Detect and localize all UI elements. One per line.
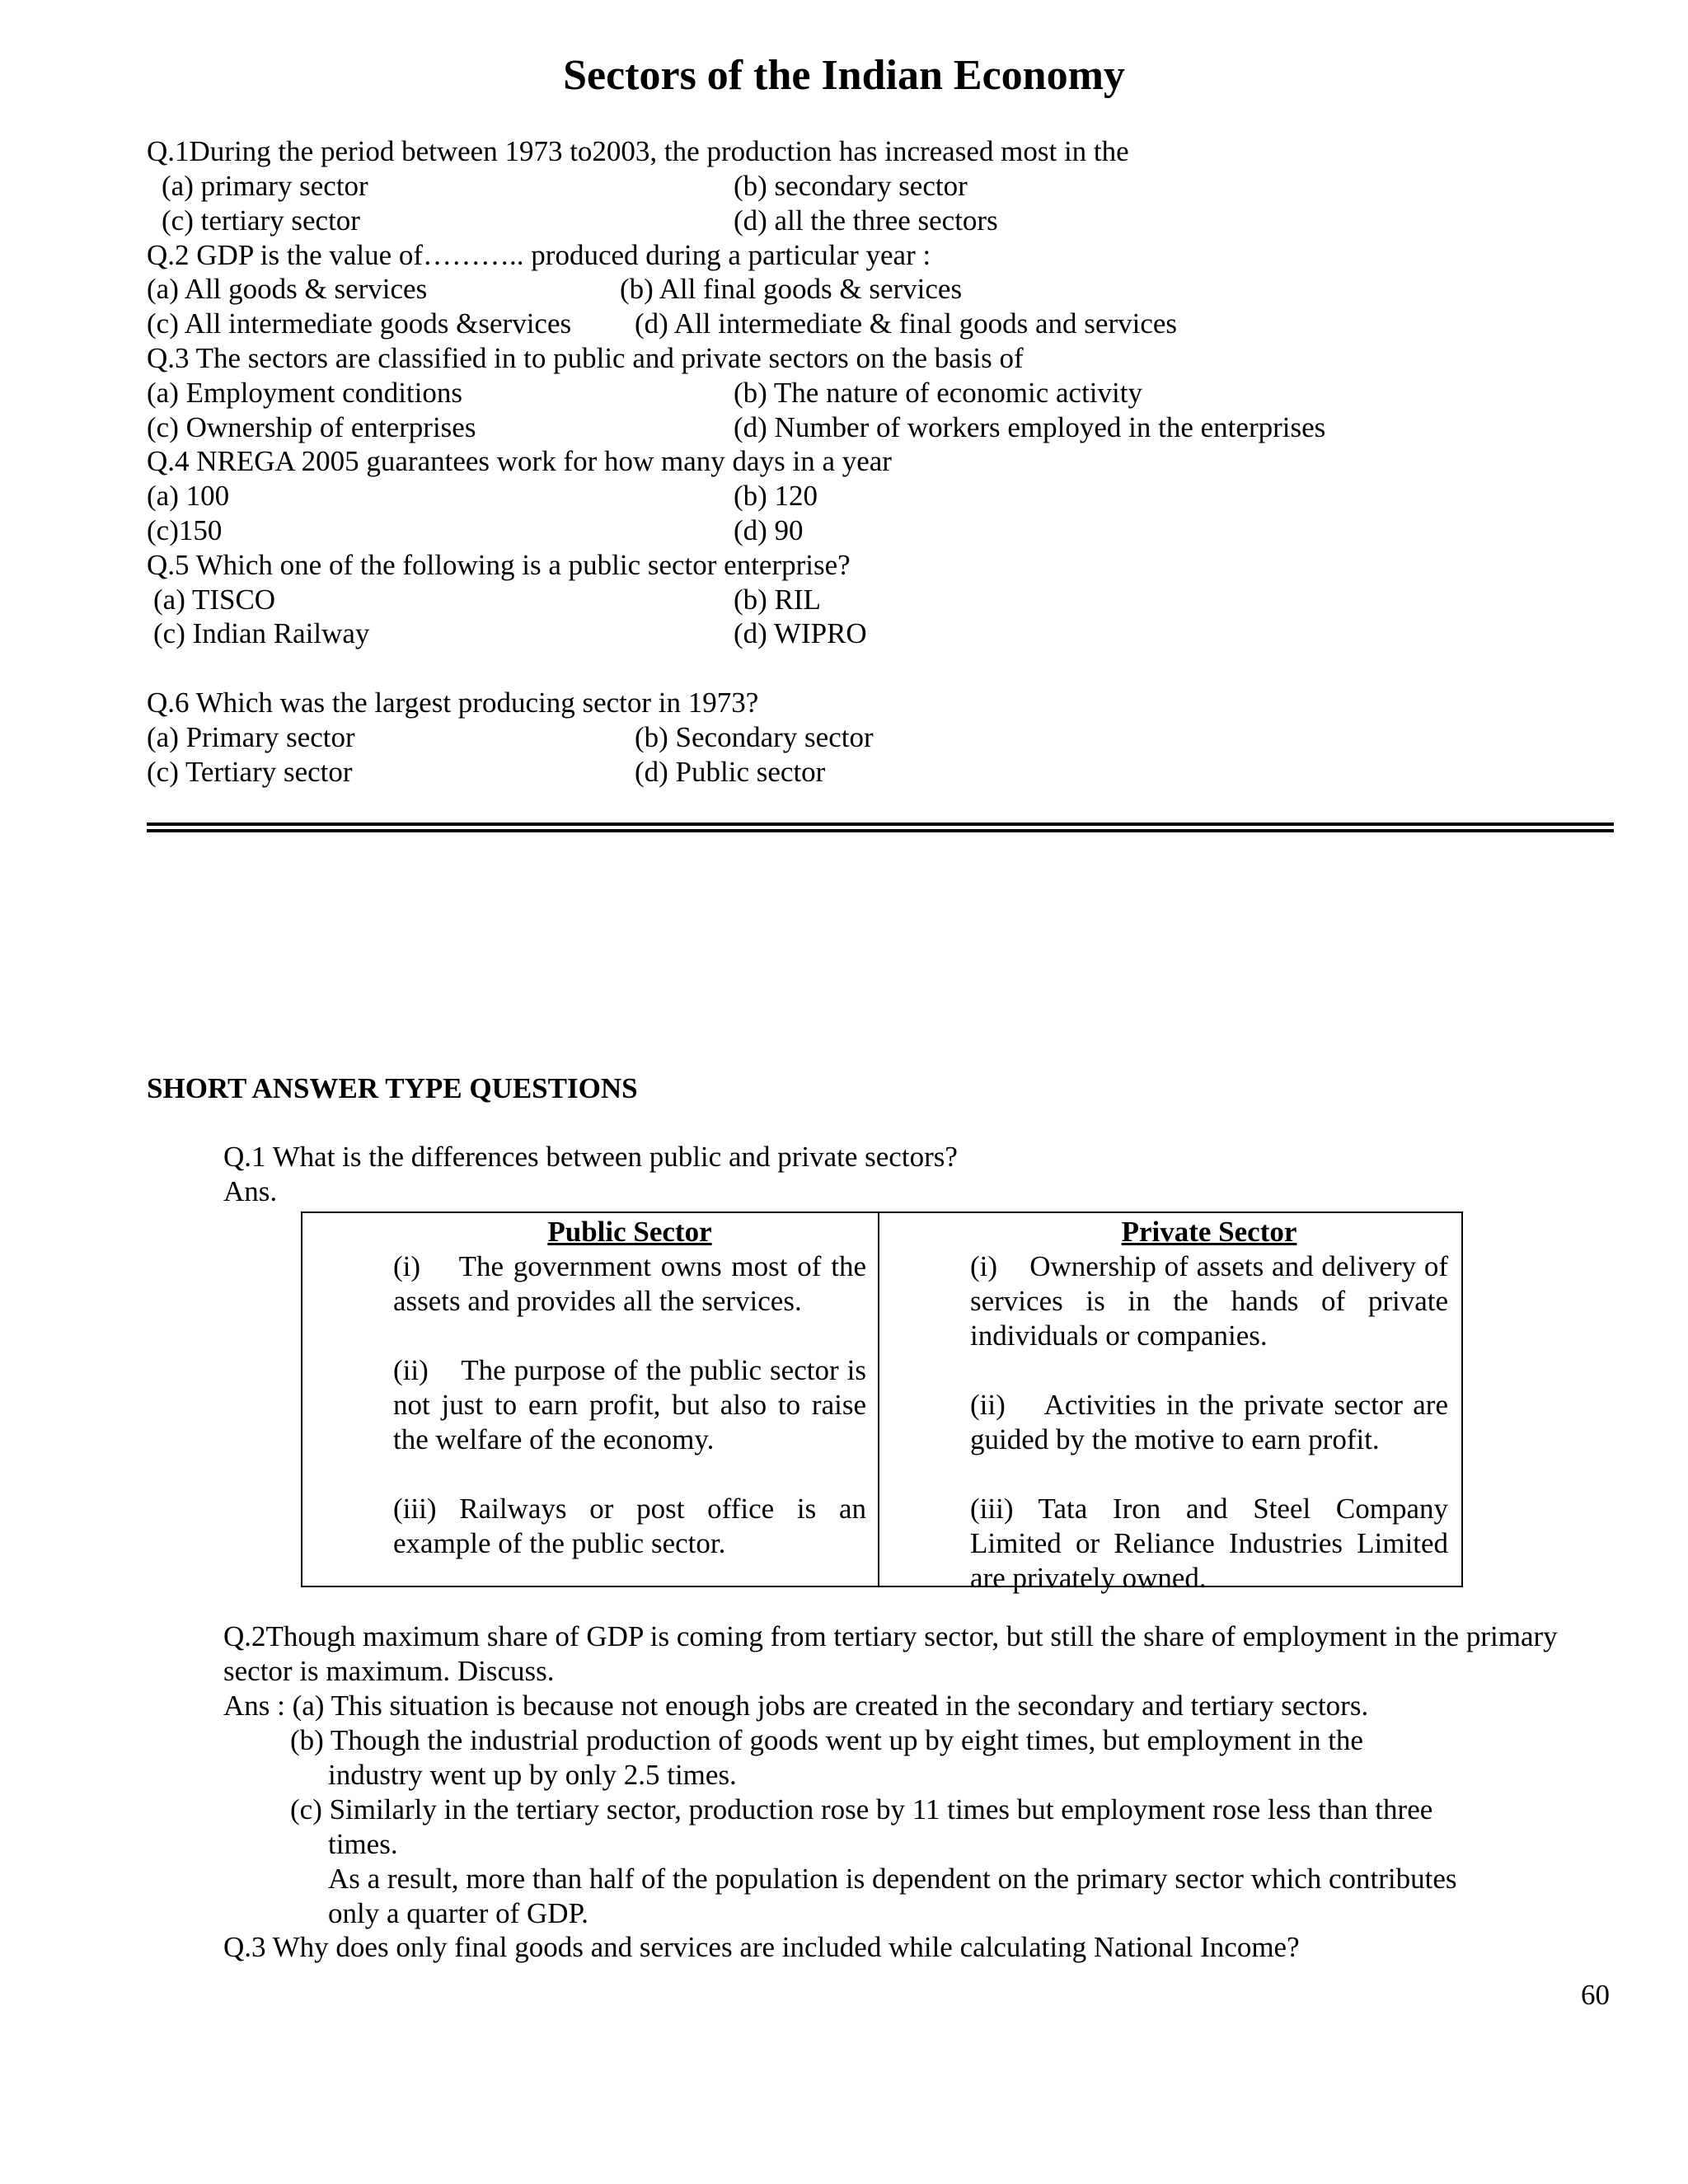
q4-option-b: (b) 120 xyxy=(734,480,818,512)
q6-option-c: (c) Tertiary sector xyxy=(147,756,353,788)
q1-option-b: (b) secondary sector xyxy=(734,170,968,202)
q3-option-d: (d) Number of workers employed in the enterprises xyxy=(734,411,1326,443)
q5-option-c: (c) Indian Railway xyxy=(153,617,370,649)
private-point-1: (i) Ownership of assets and delivery of services is in the hands of private individuals or companies. xyxy=(970,1250,1448,1352)
q5-option-d: (d) WIPRO xyxy=(734,617,867,649)
public-point-3: (iii) Railways or post office is an example of the public sector. xyxy=(393,1493,866,1559)
page-title: Sectors of the Indian Economy xyxy=(563,52,1125,99)
public-point-2: (ii) The purpose of the public sector is not just to earn profit, but also to raise the welfare of the economy. xyxy=(393,1354,866,1455)
q6-option-a: (a) Primary sector xyxy=(147,721,355,753)
q5-question: Q.5 Which one of the following is a public sector enterprise? xyxy=(147,549,851,581)
private-sector-column xyxy=(970,1215,1448,1596)
private-point-3: (iii) Tata Iron and Steel Company Limited or Reliance Industries Limited are privately owned. xyxy=(970,1493,1448,1594)
table-column-divider xyxy=(878,1213,879,1586)
q6-question: Q.6 Which was the largest producing sector in 1973? xyxy=(147,687,759,719)
q6-option-d: (d) Public sector xyxy=(635,756,826,788)
sa-q2-ans-c-line2: times. xyxy=(328,1828,398,1860)
q5-option-b: (b) RIL xyxy=(734,583,821,616)
q4-option-c: (c)150 xyxy=(147,514,223,546)
q2-option-c: (c) All intermediate goods &services xyxy=(147,307,572,340)
public-sector-column xyxy=(393,1215,866,1561)
divider-rule-bottom xyxy=(147,829,1614,832)
comparison-table xyxy=(301,1212,1463,1594)
q4-option-a: (a) 100 xyxy=(147,480,230,512)
q6-option-b: (b) Secondary sector xyxy=(635,721,874,753)
q2-option-a: (a) All goods & services xyxy=(147,273,428,305)
q1-option-c: (c) tertiary sector xyxy=(162,204,360,237)
sa-q2-question: Q.2Though maximum share of GDP is coming from tertiary sector, but still the share of employment in the primary sector is maximum. Discuss. xyxy=(223,1620,1558,1687)
public-sector-header: Public Sector xyxy=(547,1216,712,1248)
sa-q2-result-line2: only a quarter of GDP. xyxy=(328,1897,588,1929)
public-point-1: (i) The government owns most of the assets and provides all the services. xyxy=(393,1250,866,1317)
sa-q3-question: Q.3 Why does only final goods and services are included while calculating National Income? xyxy=(223,1931,1300,1963)
page-number: 60 xyxy=(1581,1979,1610,2011)
sa-q2-ans-a: Ans : (a) This situation is because not enough jobs are created in the secondary and tertiary sectors. xyxy=(223,1690,1369,1722)
q2-question: Q.2 GDP is the value of……….. produced during a particular year : xyxy=(147,239,931,271)
private-sector-header: Private Sector xyxy=(1121,1216,1297,1248)
q3-option-c: (c) Ownership of enterprises xyxy=(147,411,476,443)
q3-question: Q.3 The sectors are classified in to public and private sectors on the basis of xyxy=(147,342,1024,374)
q2-option-d: (d) All intermediate & final goods and services xyxy=(635,307,1178,340)
q4-option-d: (d) 90 xyxy=(734,514,804,546)
sa-q1-ans-label: Ans. xyxy=(223,1175,278,1207)
q3-option-b: (b) The nature of economic activity xyxy=(734,377,1142,409)
sa-q2-result-line1: As a result, more than half of the population is dependent on the primary sector which contributes xyxy=(328,1863,1457,1895)
sa-q2-ans-b-line2: industry went up by only 2.5 times. xyxy=(328,1759,737,1791)
divider-rule-top xyxy=(147,823,1614,826)
q1-option-a: (a) primary sector xyxy=(162,170,368,202)
private-point-2: (ii) Activities in the private sector are guided by the motive to earn profit. xyxy=(970,1389,1448,1455)
q1-option-d: (d) all the three sectors xyxy=(734,204,998,237)
q1-question: Q.1During the period between 1973 to2003, the production has increased most in the xyxy=(147,135,1129,167)
q3-option-a: (a) Employment conditions xyxy=(147,377,462,409)
short-answer-heading: SHORT ANSWER TYPE QUESTIONS xyxy=(147,1072,638,1104)
sa-q2-ans-c-line1: (c) Similarly in the tertiary sector, production rose by 11 times but employment rose less than three xyxy=(290,1793,1433,1825)
q2-option-b: (b) All final goods & services xyxy=(620,273,963,305)
sa-q1-question: Q.1 What is the differences between public and private sectors? xyxy=(223,1141,958,1173)
sa-q2-ans-b-line1: (b) Though the industrial production of goods went up by eight times, but employment in the xyxy=(290,1724,1363,1756)
q5-option-a: (a) TISCO xyxy=(153,583,276,616)
q4-question: Q.4 NREGA 2005 guarantees work for how many days in a year xyxy=(147,445,892,477)
